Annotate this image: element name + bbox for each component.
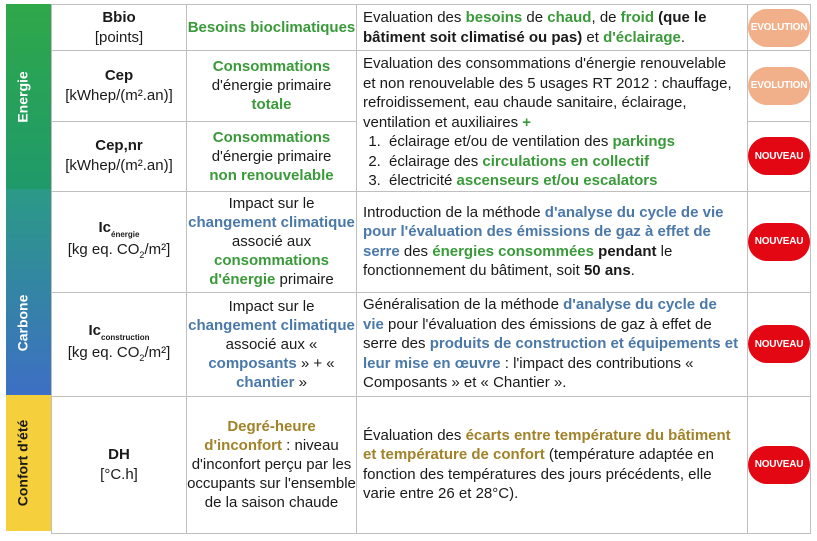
indicator-unit: [kWhep/(m².an)]: [65, 157, 173, 175]
indicator-dh: [52, 396, 187, 533]
table-row-ic-construction: [52, 292, 811, 396]
category-energie: Energie: [14, 70, 31, 123]
description-ic-energie: Introduction de la méthode d'analyse du cycle de vie pour l'évaluation des émissions de gaz à effet de serre des énergies consommées pendant le fonctionnement du bâtiment, soit 50 ans.: [357, 191, 748, 292]
indicator-unit: [kWhep/(m².an)]: [65, 86, 173, 104]
table-row-ic-energie: [52, 191, 811, 292]
list-item: 1. éclairage et/ou de ventilation des parkings: [385, 132, 741, 152]
evolution-badge: EVOLUTION: [748, 67, 810, 105]
indicator-cepnr: [52, 121, 187, 191]
usage-list: [363, 132, 741, 191]
table-row-dh: [52, 396, 811, 533]
badge-cell-cepnr: [748, 121, 811, 191]
title-ic-construction: Impact sur le changement climatique associé aux « composants » + « chantier »: [187, 292, 357, 396]
list-item: 3. électricité ascenseurs et/ou escalators: [385, 171, 741, 191]
indicator-ic-energie: $Ic_{énergie}$ [kg eq. $CO_2/m^2$]: [52, 191, 187, 292]
list-item: 2. éclairage des circulations en collectif: [385, 152, 741, 172]
indicator-ic-construction: $Ic_{construction}$ [kg eq. $CO_2/m^2$]: [52, 292, 187, 396]
badge-cell-cep: [748, 51, 811, 122]
badge-cell-bbio: [748, 5, 811, 51]
indicator-name: Bbio: [102, 8, 136, 26]
badge-cell-ic-construction: [748, 292, 811, 396]
title-ic-energie: Impact sur le changement climatique associé aux consommations d'énergie primaire: [187, 191, 357, 292]
indicator-name: Cep: [104, 66, 134, 84]
badge-cell-ic-energie: [748, 191, 811, 292]
nouveau-badge: NOUVEAU: [748, 137, 810, 175]
title-cep: Consommations d'énergie primaire totale: [187, 51, 357, 122]
table-row-cep: [52, 51, 811, 122]
indicator-cep: [52, 51, 187, 122]
indicator-unit: [points]: [94, 28, 144, 46]
indicator-name: DH: [108, 445, 130, 463]
description-cep: Evaluation des consommations d'énergie renouvelable et non renouvelable des 5 usages RT 2012 : chauffage, refroidissement, eau chaude sanitaire, éclairage, ventilation et auxiliaires + 1. éclairage et/ou de ventilation des parkings 2. éclairage des circulations en collectif 3. électricité ascenseurs et/ou escalators: [357, 51, 748, 192]
badge-cell-dh: [748, 396, 811, 533]
category-carbone: Carbone: [14, 294, 31, 351]
title-bbio: [187, 5, 357, 51]
indicators-table: [51, 4, 811, 534]
title-cepnr: Consommations d'énergie primaire non renouvelable: [187, 121, 357, 191]
indicator-title: Besoins bioclimatiques: [187, 19, 356, 36]
evolution-badge: EVOLUTION: [748, 9, 810, 47]
nouveau-badge: NOUVEAU: [748, 325, 810, 363]
description-dh: Évaluation des écarts entre température du bâtiment et température de confort (température adaptée en fonction des températures des jours précédents, elle varie entre 26 et 28°C).: [357, 396, 748, 533]
nouveau-badge: NOUVEAU: [748, 223, 810, 261]
indicator-bbio: [52, 5, 187, 51]
indicator-name: Cep,nr: [95, 137, 143, 155]
title-dh: Degré-heure d'inconfort : niveau d'inconfort perçu par les occupants sur l'ensemble de la saison chaude: [187, 396, 357, 533]
category-confort: Confort d'été: [14, 419, 31, 507]
description-ic-construction: Généralisation de la méthode d'analyse du cycle de vie pour l'évaluation des émissions de gaz à effet de serre des produits de construction et équipements et leur mise en œuvre : l'impact des contributions « Composants » et « Chantier ».: [357, 292, 748, 396]
table-row-bbio: [52, 5, 811, 51]
nouveau-badge: NOUVEAU: [748, 446, 810, 484]
description-bbio: Evaluation des besoins de chaud, de froid (que le bâtiment soit climatisé ou pas) et d'éclairage.: [357, 5, 748, 51]
indicator-unit: [°C.h]: [100, 465, 138, 483]
